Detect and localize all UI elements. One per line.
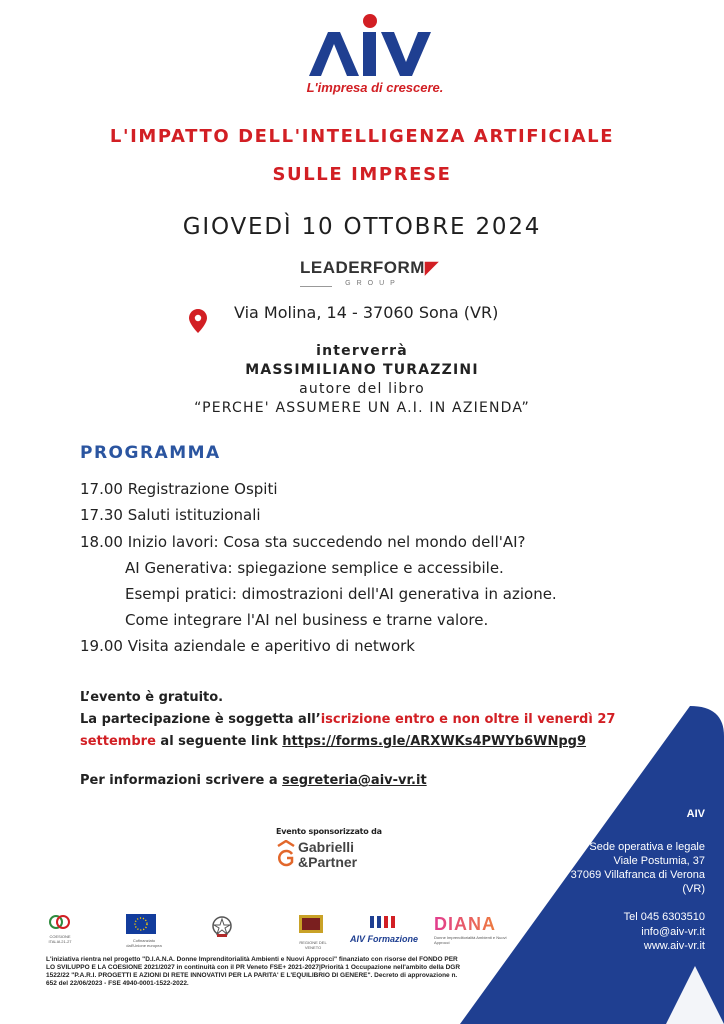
secretary-email-link[interactable]: segreteria@aiv-vr.it	[282, 773, 427, 788]
gabrielli-partner-logo: Gabrielli &Partner	[276, 840, 296, 872]
book-title: “PERCHE' ASSUMERE UN A.I. IN AZIENDA”	[194, 400, 530, 416]
registration-line1: La partecipazione è soggetta all’iscrizione entro e non oltre il venerdì 27	[80, 712, 616, 727]
venue-address: Via Molina, 14 - 37060 Sona (VR)	[234, 303, 499, 322]
registration-link[interactable]: https://forms.gle/ARXWKs4PWYb6WNpg9	[282, 734, 587, 749]
logo-letter-v	[381, 32, 431, 76]
speaker-name: MASSIMILIANO TURAZZINI	[245, 362, 479, 378]
leaderform-logo: LEADERFORM◤	[300, 258, 439, 277]
logo-letter-a	[309, 32, 359, 76]
org-name: AIV	[686, 808, 705, 820]
program-item: 19.00 Visita aziendale e aperitivo di network	[80, 637, 415, 655]
program-item: 17.00 Registrazione Ospiti	[80, 480, 278, 498]
speaker-role: autore del libro	[299, 381, 425, 397]
contact-email[interactable]: info@aiv-vr.it	[641, 926, 705, 938]
diana-logo: DIANA Donne Imprenditorialità Ambienti e Nuovi Approcci	[434, 914, 510, 945]
sede-province: (VR)	[682, 883, 705, 895]
veneto-logo: REGIONE DEL VENETO	[298, 914, 328, 950]
funding-disclaimer: L'iniziativa rientra nel progetto "D.I.A.N.A. Donne Imprenditorialità Ambienti e Nuovi Approcci" finanziato con risorse del FONDO PER LO SVILUPPO E LA COESIONE 2021/2027 in continuità con il PR Veneto FSE+ 2021-2027|Priorità 1 Occupazione nell'ambito della DGR 1522/22 "P.A.R.I. PROGETTI E AZIONI DI RETE INNOVATIVI PER LA PARITA' E L'EQUILIBRIO DI GENERE". Decreto di approvazione n. 652 del 22/06/2023 - FSE 4940-0001-1522-2022.	[46, 956, 461, 987]
coesione-logo: COESIONE ITALIA 21-27	[46, 914, 74, 944]
logo-letter-i	[363, 32, 376, 76]
italy-emblem-logo	[211, 914, 233, 944]
free-event-note: L’evento è gratuito.	[80, 690, 224, 705]
program-item: 18.00 Inizio lavori: Cosa sta succedendo nel mondo dell'AI?	[80, 533, 526, 551]
program-title: PROGRAMMA	[80, 443, 221, 463]
phone-number: Tel 045 6303510	[623, 911, 705, 923]
event-title-line1: L'IMPATTO DELL'INTELLIGENZA ARTIFICIALE	[109, 126, 615, 147]
location-pin-icon	[189, 309, 207, 333]
gabrielli-mark-icon	[276, 840, 296, 868]
leaderform-mark-icon: ◤	[424, 258, 439, 277]
program-subitem: AI Generativa: spiegazione semplice e accessibile.	[125, 559, 504, 577]
logo-dot	[363, 14, 377, 28]
aiv-formazione-logo: AIV Formazione	[350, 914, 420, 944]
program-subitem: Esempi pratici: dimostrazioni dell'AI generativa in azione.	[125, 585, 557, 603]
sponsor-label: Evento sponsorizzato da	[276, 827, 382, 836]
contact-line: Per informazioni scrivere a segreteria@aiv-vr.it	[80, 773, 427, 788]
eu-flag-logo: Cofinanziato dall'Unione europea	[126, 914, 162, 948]
sede-title: Sede operativa e legale	[589, 841, 705, 853]
registration-line2: settembre al seguente link https://forms.gle/ARXWKs4PWYb6WNpg9	[80, 734, 587, 749]
leaderform-group-text: GROUP	[345, 280, 401, 287]
sede-city: 37069 Villafranca di Verona	[570, 869, 705, 881]
aiv-logo	[306, 12, 436, 82]
sede-street: Viale Postumia, 37	[613, 855, 705, 867]
tagline: L'impresa di crescere.	[306, 80, 444, 95]
website-link[interactable]: www.aiv-vr.it	[643, 940, 705, 952]
program-subitem: Come integrare l'AI nel business e trarne valore.	[125, 611, 489, 629]
event-date: GIOVEDÌ 10 OTTOBRE 2024	[182, 214, 542, 240]
speaker-intro: interverrà	[316, 343, 408, 359]
event-title-line2: SULLE IMPRESE	[272, 164, 452, 185]
program-item: 17.30 Saluti istituzionali	[80, 506, 261, 524]
